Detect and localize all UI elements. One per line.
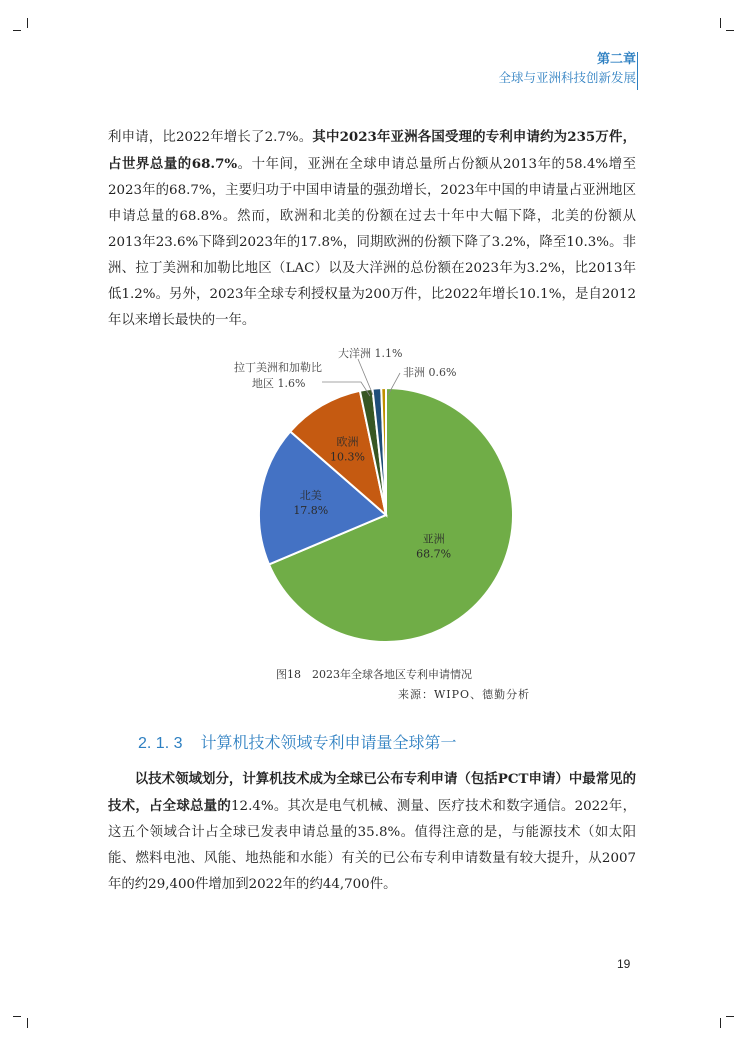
crop-mark — [726, 1016, 734, 1017]
pie-slice-value: 10.3% — [330, 450, 365, 464]
paragraph-bold-text: 其中2023年亚洲各国受理的专利申请约为235万件，占世界总量的68.7% — [108, 129, 636, 172]
running-header — [498, 50, 636, 88]
body-paragraph-1 — [108, 124, 636, 334]
pie-slice-label: 亚洲 — [422, 532, 445, 546]
crop-mark — [27, 18, 28, 28]
pie-slice-value: 68.7% — [416, 547, 452, 561]
paragraph-text: 。十年间，亚洲在全球申请总量所占份额从2013年的58.4%增至2023年的68.7%，主要归功于中国申请量的强劲增长，2023年中国的申请量占亚洲地区申请总量的68.8%。然而，欧洲和北美的份额在过去十年中大幅下降，北美的份额从2013年23.6%下降到2023年的17.8%，同期欧洲的份额下降了3.2%，降至10.3%。非洲、拉丁美洲和加勒比地区（LAC）以及大洋洲的总份额在2023年为3.2%，比2013年低1.2%。另外，2023年全球专利授权量为200万件，比2022年增长10.1%，是自2012年以来增长最快的一年。 — [108, 157, 636, 328]
crop-mark — [726, 30, 734, 31]
paragraph-bold-text: 以技术领域划分，计算机技术成为全球已公布专利申请（包括PCT申请）中最常见的技术，占全球总量的 — [108, 771, 636, 814]
africa-label: 非洲 0.6% — [403, 366, 457, 379]
chapter-label: 第二章 — [596, 51, 636, 66]
oceania-label: 大洋洲 1.1% — [338, 347, 403, 360]
pie-slice-label: 北美 — [299, 489, 322, 502]
pie-outside-labels — [234, 346, 456, 396]
pie-slice-label: 欧洲 — [336, 435, 359, 449]
section-title: 计算机技术领域专利申请量全球第一 — [200, 735, 457, 752]
section-number: 2. 1. 3 — [138, 735, 183, 752]
section-heading — [138, 730, 457, 753]
crop-mark — [13, 1016, 21, 1017]
crop-mark — [27, 1018, 28, 1028]
page-number: 19 — [617, 957, 631, 971]
pie-chart — [228, 340, 528, 645]
lac-label-line1: 拉丁美洲和加勒比 — [234, 361, 322, 374]
pie-slice-value: 17.8% — [293, 504, 329, 517]
figure-source: 来源：WIPO、德勤分析 — [398, 688, 531, 701]
crop-mark — [720, 18, 721, 28]
lac-label-line2: 地区 1.6% — [252, 377, 306, 390]
header-rule — [637, 52, 638, 90]
crop-mark — [720, 1018, 721, 1028]
crop-mark — [13, 30, 21, 31]
body-paragraph-2 — [108, 766, 636, 898]
paragraph-text: 12.4%。其次是电气机械、测量、医疗技术和数字通信。2022年，这五个领域合计占全球已发表申请总量的35.8%。值得注意的是，与能源技术（如太阳能、燃料电池、风能、地热能和水能）有关的已公布专利申请数量有较大提升，从2007年的约29,400件增加到2022年的约44,700件。 — [108, 799, 636, 892]
chapter-subtitle: 全球与亚洲科技创新发展 — [498, 71, 636, 85]
figure-caption: 图18 2023年全球各地区专利申请情况 — [276, 668, 472, 681]
paragraph-text: 利申请，比2022年增长了2.7%。 — [108, 130, 313, 145]
